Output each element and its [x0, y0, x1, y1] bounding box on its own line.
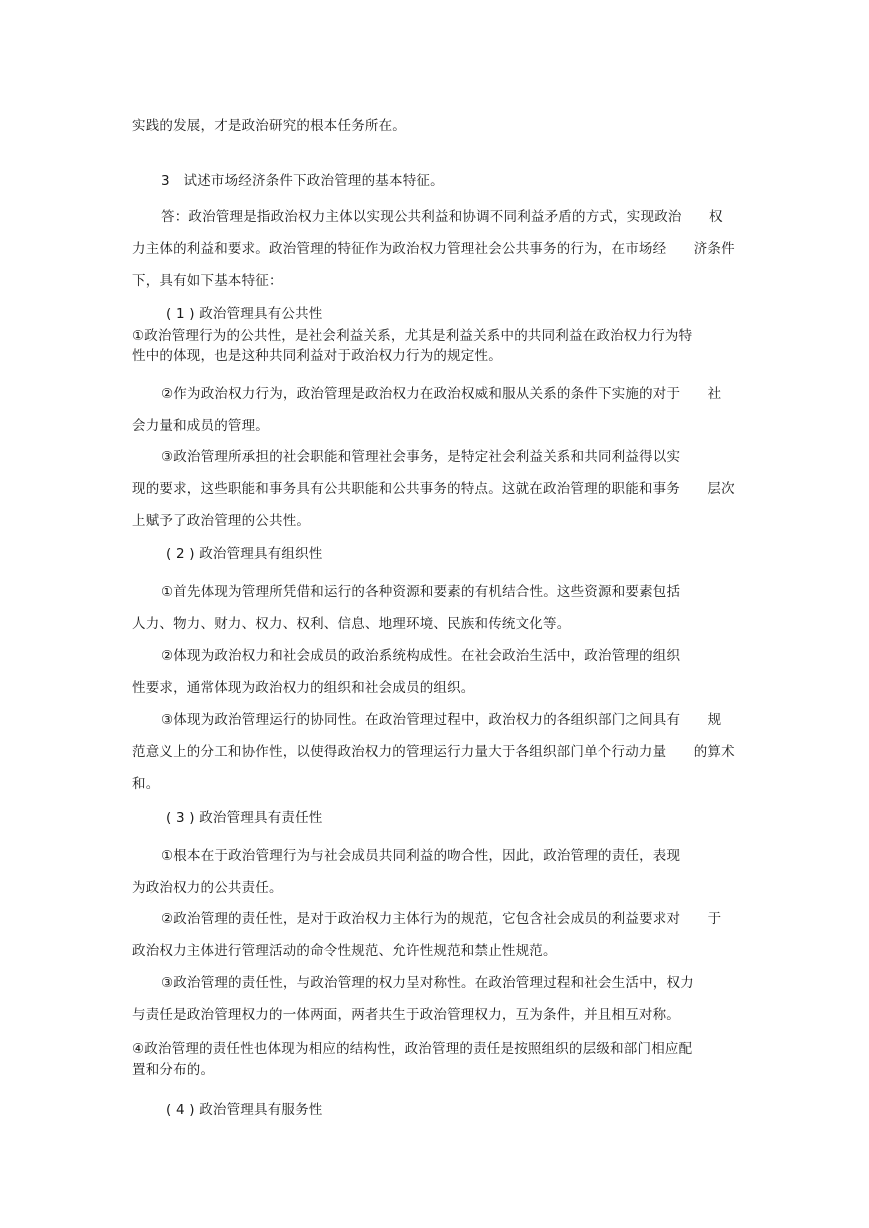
text-line: 为政治权力的公共责任。 [132, 880, 283, 896]
text-line: 范意义上的分工和协作性，以使得政治权力的管理运行力量大于各组织部门单个行动力量 的算术 [132, 744, 735, 760]
text-line: 力主体的利益和要求。政治管理的特征作为政治权力管理社会公共事务的行为，在市场经 济条件 [132, 241, 735, 257]
text-line: 与责任是政治管理权力的一体两面，两者共生于政治管理权力，互为条件，并且相互对称。 [132, 1007, 680, 1023]
text-line: 上赋予了政治管理的公共性。 [132, 513, 311, 529]
text-line: 性中的体现，也是这种共同利益对于政治权力行为的规定性。 [132, 348, 502, 364]
text-line: 置和分布的。 [132, 1062, 215, 1078]
text-line: ④政治管理的责任性也体现为相应的结构性，政治管理的责任是按照组织的层级和部门相应配 [132, 1041, 693, 1057]
text-line: 人力、物力、财力、权力、权利、信息、地理环境、民族和传统文化等。 [132, 616, 571, 632]
text-line: ①根本在于政治管理行为与社会成员共同利益的吻合性，因此，政治管理的责任，表现 [161, 848, 681, 864]
question-heading: 3 试述市场经济条件下政治管理的基本特征。 [161, 173, 444, 189]
text-line: ②政治管理的责任性，是对于政治权力主体行为的规范，它包含社会成员的利益要求对 于 [161, 911, 722, 927]
text-line: ①首先体现为管理所凭借和运行的各种资源和要素的有机结合性。这些资源和要素包括 [161, 584, 681, 600]
section-heading: ( 1 ) 政治管理具有公共性 [166, 306, 323, 322]
text-line: ③体现为政治管理运行的协同性。在政治管理过程中，政治权力的各组织部门之间具有 规 [161, 712, 722, 728]
text-line: 和。 [132, 776, 160, 792]
text-line: 下，具有如下基本特征： [132, 273, 283, 289]
text-line: 政治权力主体进行管理活动的命令性规范、允许性规范和禁止性规范。 [132, 943, 557, 959]
text-line: ②体现为政治权力和社会成员的政治系统构成性。在社会政治生活中，政治管理的组织 [161, 648, 681, 664]
text-line: 现的要求，这些职能和事务具有公共职能和公共事务的特点。这就在政治管理的职能和事务 层次 [132, 481, 735, 497]
text-line: ①政治管理行为的公共性，是社会利益关系，尤其是利益关系中的共同利益在政治权力行为特 [132, 328, 693, 344]
text-line: 实践的发展，才是政治研究的根本任务所在。 [132, 118, 406, 134]
text-line: 答：政治管理是指政治权力主体以实现公共利益和协调不同利益矛盾的方式，实现政治 权 [161, 209, 723, 225]
section-heading: ( 2 ) 政治管理具有组织性 [166, 546, 323, 562]
section-heading: ( 3 ) 政治管理具有责任性 [166, 810, 323, 826]
text-line: ③政治管理所承担的社会职能和管理社会事务，是特定社会利益关系和共同利益得以实 [161, 449, 681, 465]
section-heading: ( 4 ) 政治管理具有服务性 [166, 1102, 323, 1118]
text-line: 性要求，通常体现为政治权力的组织和社会成员的组织。 [132, 680, 475, 696]
text-line: 会力量和成员的管理。 [132, 418, 269, 434]
text-line: ②作为政治权力行为，政治管理是政治权力在政治权威和服从关系的条件下实施的对于 社 [161, 386, 722, 402]
text-line: ③政治管理的责任性，与政治管理的权力呈对称性。在政治管理过程和社会生活中，权力 [161, 975, 694, 991]
